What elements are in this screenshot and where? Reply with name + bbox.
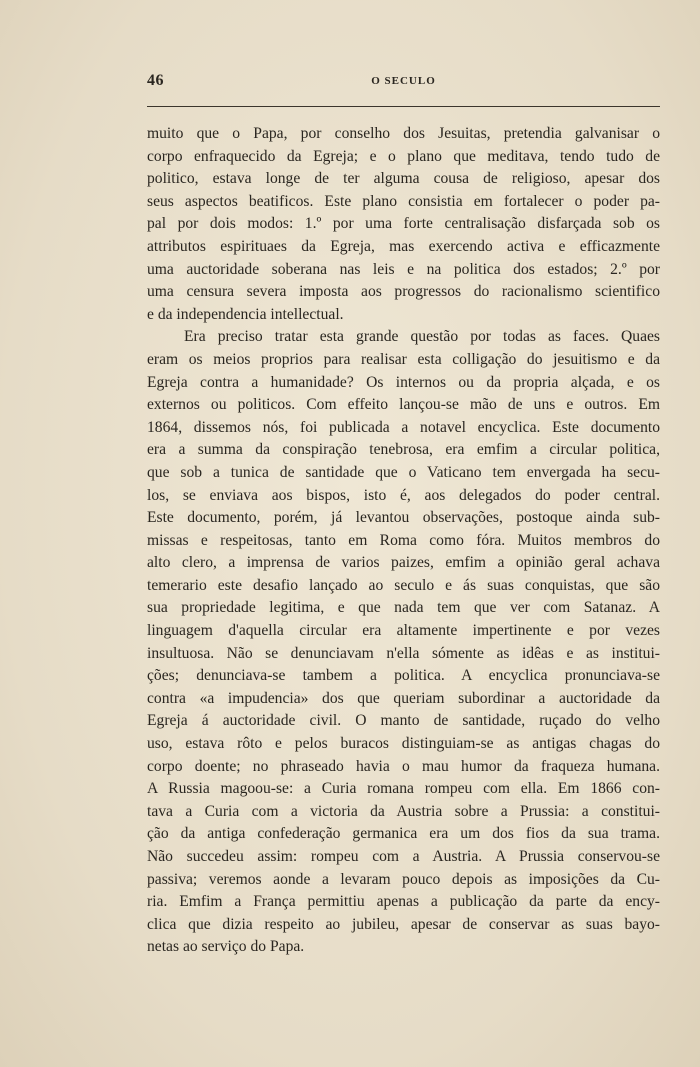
body-text — [147, 123, 660, 959]
text-line: corpo doente; no phraseado havia o mau humor da fraqueza humana. — [147, 757, 660, 775]
text-line: passiva; veremos aonde a levaram pouco depois as imposições da Cu- — [147, 870, 660, 888]
text-line: clica que dizia respeito ao jubileu, apesar de conservar as suas bayo- — [147, 915, 660, 933]
text-line: seus aspectos beatificos. Este plano consistia em fortalecer o poder pa- — [147, 192, 660, 210]
text-line: ria. Emfim a França permittiu apenas a publicação da parte da ency- — [147, 893, 660, 911]
header-rule — [147, 106, 660, 107]
text-line: Era preciso tratar esta grande questão por todas as faces. Quaes — [184, 328, 660, 346]
text-line: A Russia magoou-se: a Curia romana rompeu com ella. Em 1866 con- — [147, 780, 660, 798]
text-line: que sob a tunica de santidade que o Vaticano tem envergada ha secu- — [147, 463, 660, 481]
text-line: 1864, dissemos nós, foi publicada a notavel encyclica. Este documento — [147, 418, 660, 436]
text-line: pal por dois modos: 1.º por uma forte centralisação disfarçada sob os — [147, 215, 660, 233]
text-line: uso, estava rôto e pelos buracos distinguiam-se as antigas chagas do — [147, 735, 660, 753]
text-line: corpo enfraquecido da Egreja; e o plano que meditava, tendo tudo de — [147, 147, 660, 165]
text-line: temerario este desafio lançado ao seculo e ás suas conquistas, que são — [147, 576, 660, 594]
text-line: uma censura severa imposta aos progressos do racionalismo scientifico — [147, 283, 660, 301]
text-line: attributos espirituaes da Egreja, mas exercendo activa e efficazmente — [147, 237, 660, 255]
text-line: ção da antiga confederação germanica era um dos fios da sua trama. — [147, 825, 660, 843]
text-line: Egreja contra a humanidade? Os internos ou da propria alçada, e os — [147, 373, 660, 391]
text-line: linguagem d'aquella circular era altamente impertinente e por vezes — [147, 622, 660, 640]
running-title: O SECULO — [371, 75, 436, 87]
text-line: contra «a impudencia» dos que queriam subordinar a auctoridade da — [147, 689, 660, 707]
text-line: ções; denunciava-se tambem a politica. A encyclica pronunciava-se — [147, 667, 660, 685]
text-line: Este documento, porém, já levantou observações, postoque ainda sub- — [147, 509, 660, 527]
text-line: e da independencia intellectual. — [147, 305, 344, 323]
text-line: eram os meios proprios para realisar esta colligação do jesuitismo e da — [147, 350, 660, 368]
text-line: tava a Curia com a victoria da Austria sobre a Prussia: a constitui- — [147, 802, 660, 820]
text-line: los, se enviava aos bispos, isto é, aos delegados do poder central. — [147, 486, 660, 504]
text-line: insultuosa. Não se denunciavam n'ella sómente as idêas e as institui- — [147, 644, 660, 662]
page-header — [147, 72, 660, 94]
text-line: Não succedeu assim: rompeu com a Austria. A Prussia conservou-se — [147, 848, 660, 865]
text-line: muito que o Papa, por conselho dos Jesuitas, pretendia galvanisar o — [147, 125, 660, 142]
text-line: externos ou politicos. Com effeito lançou-se mão de uns e outros. Em — [147, 396, 660, 414]
text-line: politico, estava longe de ter alguma cousa de religioso, apesar dos — [147, 170, 660, 188]
text-line: era a summa da conspiração tenebrosa, era emfim a circular politica, — [147, 441, 660, 459]
text-line: Egreja á auctoridade civil. O manto de santidade, ruçado do velho — [147, 712, 660, 730]
text-line: uma auctoridade soberana nas leis e na politica dos estados; 2.º por — [147, 260, 660, 278]
text-line: alto clero, a imprensa de varios paizes, emfim a opinião geral achava — [147, 554, 660, 572]
text-line: sua propriedade legitima, e que nada tem que ver com Satanaz. A — [147, 599, 660, 617]
text-line: netas ao serviço do Papa. — [147, 938, 305, 956]
page-number: 46 — [147, 72, 164, 89]
text-line: missas e respeitosas, tanto em Roma como fóra. Muitos membros do — [147, 531, 660, 549]
